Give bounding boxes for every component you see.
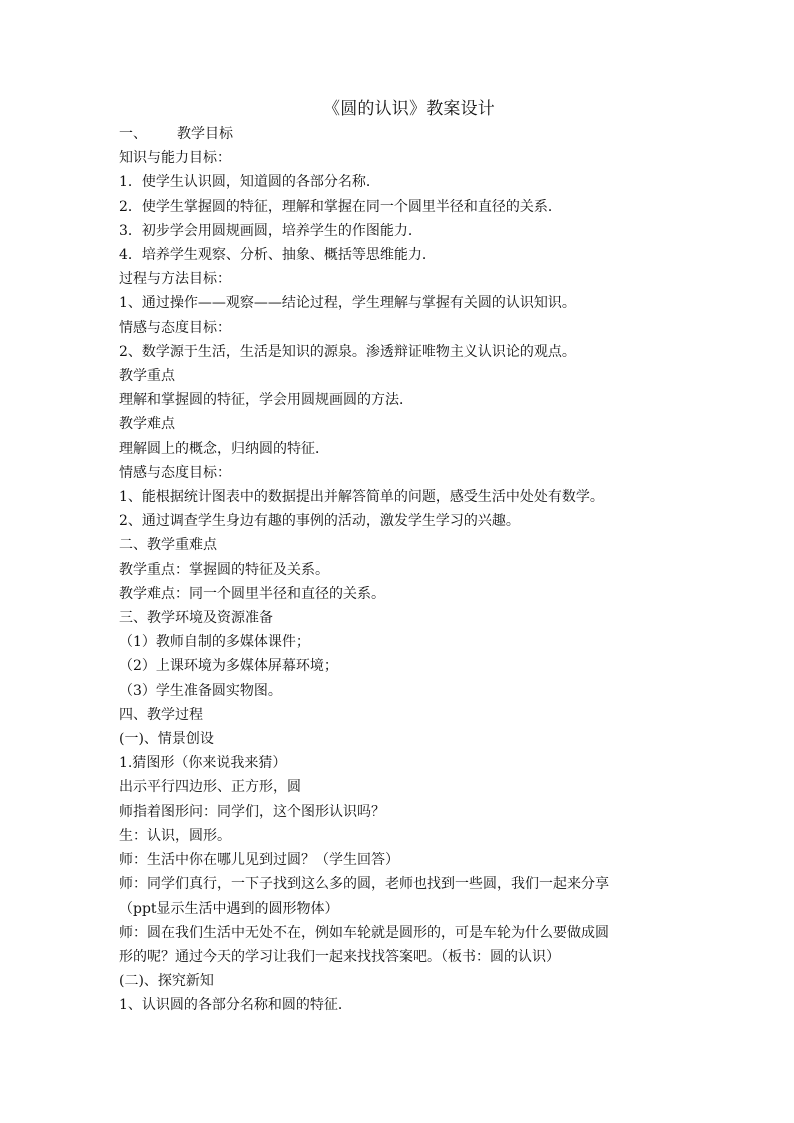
text-line: (一)、情景创设 [119,731,214,748]
text-line: （ppt显示生活中遇到的圆形物体） [119,900,339,917]
text-line: 1.猜图形（你来说我来猜） [119,755,287,772]
text-line: 理解和掌握圆的特征，学会用圆规画圆的方法． [119,392,413,409]
text-line: 师：生活中你在哪儿见到过圆？（学生回答） [119,852,399,869]
text-line: 师指着图形问：同学们，这个图形认识吗？ [119,803,385,820]
text-line: 教学重点：掌握圆的特征及关系。 [119,561,329,578]
text-line: 教学难点：同一个圆里半径和直径的关系。 [119,585,385,602]
text-line: 1、认识圆的各部分名称和圆的特征． [119,997,352,1014]
text-line: （1）教师自制的多媒体课件； [119,634,310,651]
document-lines [119,146,691,1017]
text-line: 情感与态度目标： [119,319,231,336]
text-line: 1、能根据统计图表中的数据提出并解答简单的问题，感受生活中处处有数学。 [119,489,604,506]
text-line: 2、数学源于生活，生活是知识的源泉。渗透辩证唯物主义认识论的观点。 [119,343,576,360]
text-line: 知识与能力目标： [119,150,231,167]
text-line: 2．使学生掌握圆的特征，理解和掌握在同一个圆里半径和直径的关系． [119,198,562,215]
section-heading-objectives [119,122,691,146]
text-line: 形的呢？通过今天的学习让我们一起来找找答案吧。（板书：圆的认识） [119,948,560,965]
text-line: 过程与方法目标： [119,271,231,288]
text-line: （3）学生准备圆实物图。 [119,682,282,699]
text-line: 教学重点 [119,368,175,385]
text-line: 4．培养学生观察、分析、抽象、概括等思维能力． [119,247,436,264]
text-line: 理解圆上的概念，归纳圆的特征． [119,440,329,457]
document-body [119,96,691,1018]
text-line: 教学难点 [119,416,175,433]
text-line: 3．初步学会用圆规画圆，培养学生的作图能力． [119,222,422,239]
text-line: 2、通过调查学生身边有趣的事例的活动，激发学生学习的兴趣。 [119,513,520,530]
text-line: 三、教学环境及资源准备 [119,610,273,627]
text-line: 生：认识，圆形。 [119,827,231,844]
document-title: 《圆的认识》教案设计 [323,99,495,119]
text-line: 师：圆在我们生活中无处不在，例如车轮就是圆形的，可是车轮为什么要做成圆 [119,924,609,941]
text-line: 师：同学们真行，一下子找到这么多的圆，老师也找到一些圆，我们一起来分享 [119,876,609,893]
text-line: 情感与态度目标： [119,464,231,481]
section-label: 教学目标 [177,126,233,142]
text-line: 1、通过操作——观察——结论过程，学生理解与掌握有关圆的认识知识。 [119,295,576,312]
text-line: 1．使学生认识圆，知道圆的各部分名称． [119,174,380,191]
text-line: (二)、探究新知 [119,973,214,990]
text-line: 二、教学重难点 [119,537,217,554]
section-number: 一、 [119,126,147,142]
text-line: （2）上课环境为多媒体屏幕环境； [119,658,338,675]
text-line: 出示平行四边形、正方形，圆 [119,779,301,796]
text-line: 四、教学过程 [119,706,203,723]
